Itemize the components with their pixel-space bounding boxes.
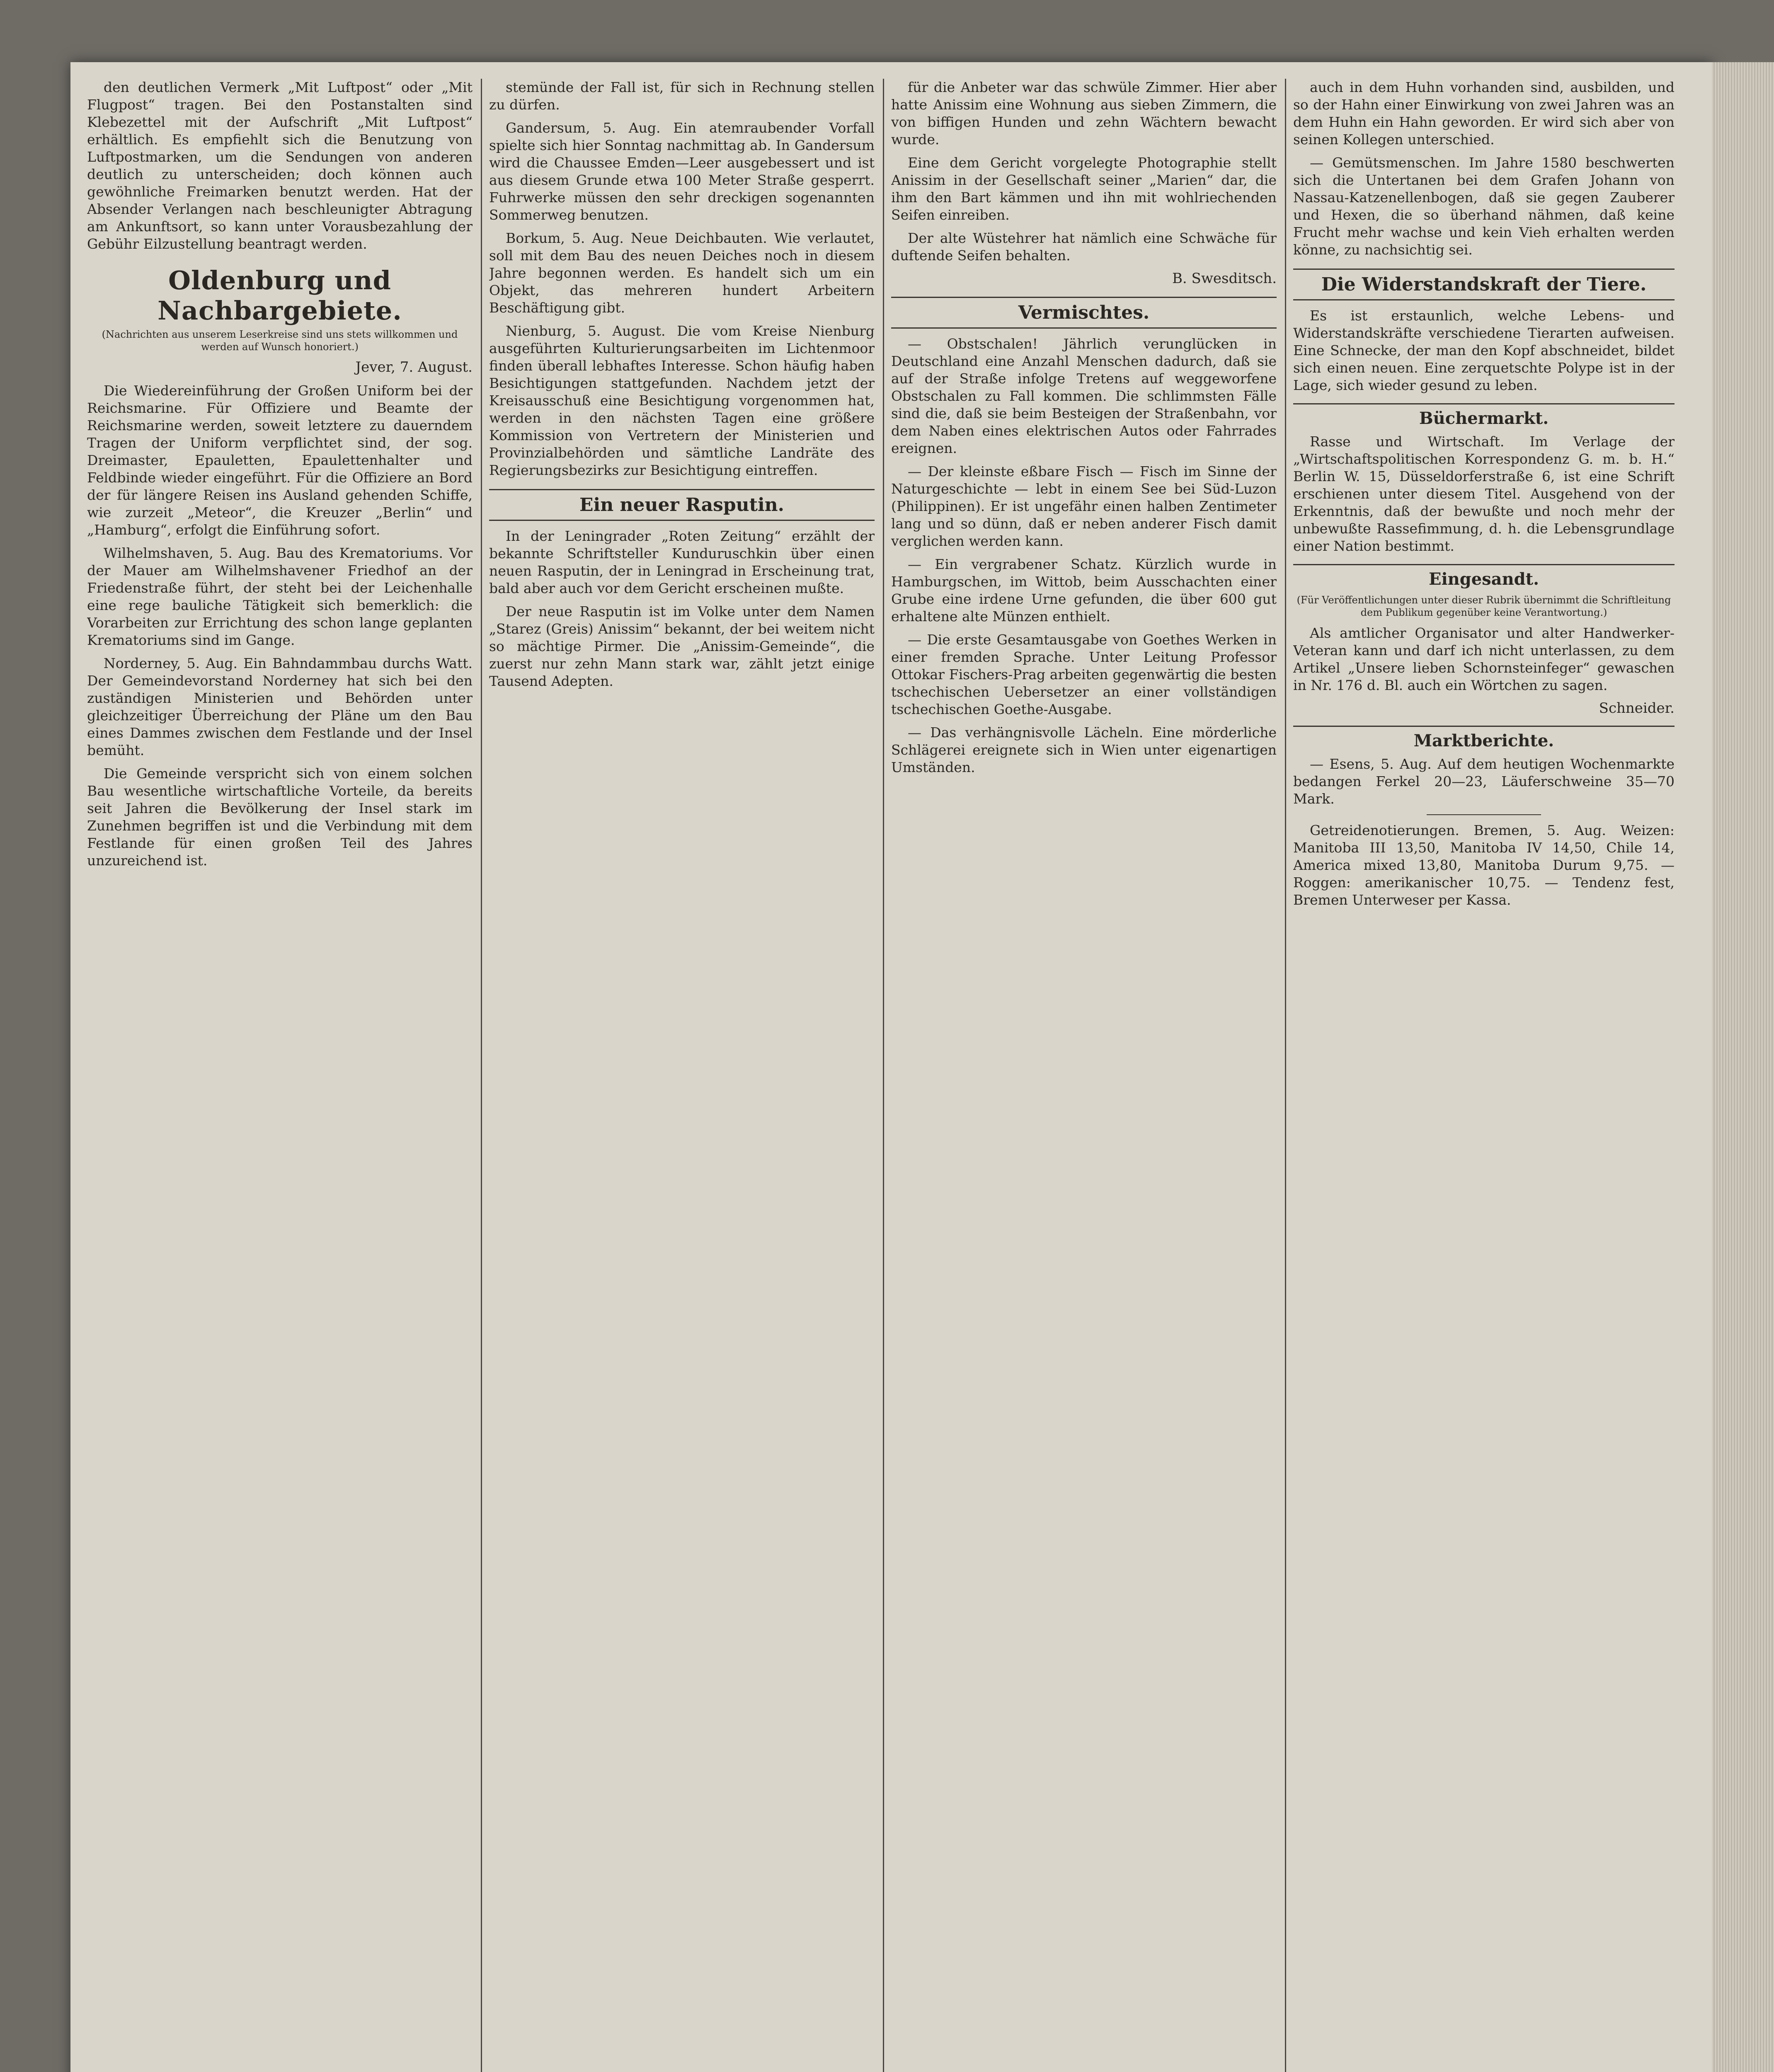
eingesandt-note: (Für Veröffentlichungen unter dieser Rubrik übernimmt die Schriftleitung dem Publikum gegenüber keine Verantwortung.): [1297, 594, 1671, 618]
column-2: [489, 79, 875, 2072]
column-1-intro: den deutlichen Vermerk „Mit Luftpost“ oder „Mit Flugpost“ tragen. Bei den Postanstalten sind Klebezettel mit der Aufschrift „Mit Luftpost“ erhältlich. Es empfiehlt sich die Benutzung von Luftpostmarken, um die Sendungen von anderen deutlich zu unterscheiden; doch können auch gewöhnliche Freimarken benutzt werden. Hat der Absender Verlangen nach beschleunigter Abtragung am Ankunftsort, so kann unter Vorausbezahlung der Gebühr Eilzustellung beantragt werden.: [87, 79, 473, 252]
article-rasputin-photo: Eine dem Gericht vorgelegte Photographie stellt Anissim in der Gesellschaft seiner „Marien“ dar, die ihm den Bart kämmen und ihn mit wohlriechenden Seifen einreiben.: [891, 155, 1277, 223]
article-norderney-continued: Die Gemeinde verspricht sich von einem solchen Bau wesentliche wirtschaftliche Vorteile, da bereits seit Jahren die Bevölkerung der Insel stark im Zunehmen begriffen ist und die Verbindung mit dem Festlande für einen großen Teil des Jahres unzureichend ist.: [87, 765, 473, 869]
article-gemuetsmenschen: — Gemütsmenschen. Im Jahre 1580 beschwerten sich die Untertanen bei dem Grafen Johann von Nassau-Katzenellenbogen, daß sie gegen Zauberer und Hexen, die so überhand nähmen, daß keine Frucht mehr wachse und kein Vieh erhalten werden könne, zu nachsichtig sei.: [1293, 155, 1675, 258]
column-rule: [1285, 79, 1286, 2072]
eingesandt-signature: Schneider.: [1599, 700, 1675, 716]
article-getreide: Getreidenotierungen. Bremen, 5. Aug. Weizen: Manitoba III 13,50, Manitoba IV 14,50, Chile 14, America mixed 13,80, Manitoba Durum 9,75. — Roggen: amerikanischer 10,75. — Tendenz fest, Bremen Unterweser per Kassa.: [1293, 822, 1675, 908]
article-rasputin-1: In der Leningrader „Roten Zeitung“ erzählt der bekannte Schriftsteller Kunduruschkin über einen neuen Rasputin, der in Leningrad in Erscheinung trat, bald aber auch vor dem Gericht erscheinen mußte.: [489, 528, 875, 596]
section-heading-vermischtes: Vermischtes.: [891, 297, 1277, 329]
column-rule: [481, 79, 482, 2072]
section-heading-eingesandt: Eingesandt.: [1293, 564, 1675, 589]
divider: [1427, 814, 1541, 815]
article-borkum: Borkum, 5. Aug. Neue Deichbauten. Wie verlautet, soll mit dem Bau des neuen Deiches noch in diesem Jahre begonnen werden. Es handelt sich um ein Objekt, das mehreren hundert Arbeitern Beschäftigung gibt.: [489, 230, 875, 316]
article-uniform: Die Wiedereinführung der Großen Uniform bei der Reichsmarine. Für Offiziere und Beamte der Reichsmarine werden, soweit letztere zu dauerndem Tragen der Uniform verpflichtet sind, der sog. Dreimaster, Epauletten, Epaulettenhalter und Feldbinde wieder eingeführt. Für die Offiziere an Bord der für längere Reisen ins Ausland gehenden Schiffe, wie zurzeit „Meteor“, die Kreuzer „Berlin“ und „Hamburg“, erfolgt die Einführung sofort.: [87, 382, 473, 538]
section-heading-rasputin: Ein neuer Rasputin.: [489, 489, 875, 521]
column-rule: [883, 79, 884, 2072]
article-nienburg: Nienburg, 5. August. Die vom Kreise Nienburg ausgeführten Kulturierungsarbeiten im Lichtenmoor finden überall lebhaftes Interesse. Schon häufig haben Besichtigungen stattgefunden. Nachdem jetzt der Kreisausschuß eine Besichtigung vorgenommen hat, werden in den nächsten Tagen eine größere Kommission von Vertretern der Ministerien und Provinzialbehörden und sämtliche Landräte des Regierungsbezirks zur Besichtigung eintreffen.: [489, 323, 875, 478]
article-gandersum: Gandersum, 5. Aug. Ein atemraubender Vorfall spielte sich hier Sonntag nachmittag ab. In Gandersum wird die Chaussee Emden—Leer ausgebessert und ist aus diesem Grunde etwa 100 Meter Straße gesperrt. Fuhrwerke müssen den sehr dreckigen sogenannten Sommerweg benutzen.: [489, 120, 875, 223]
article-widerstandskraft: Es ist erstaunlich, welche Lebens- und Widerstandskräfte verschiedene Tierarten aufweisen. Eine Schnecke, der man den Kopf abschneidet, bildet sich einen neuen. Eine zerquetschte Polype ist in der Lage, sich wieder gesund zu leben.: [1293, 307, 1675, 393]
article-wilhelmshaven: Wilhelmshaven, 5. Aug. Bau des Krematoriums. Vor der Mauer am Wilhelmshavener Friedhof an der Friedenstraße führt, der steht bei der Leichenhalle eine rege bauliche Tätigkeit sich bemerklich: die Vorarbeiten zur Errichtung des schon lange geplanten Krematoriums sind im Gange.: [87, 545, 473, 648]
article-schatz: — Ein vergrabener Schatz. Kürzlich wurde in Hamburgschen, im Wittob, beim Ausschachten einer Grube eine irdene Urne gefunden, die über 600 gut erhaltene alte Münzen enthielt.: [891, 556, 1277, 625]
article-laecheln: — Das verhängnisvolle Lächeln. Eine mörderliche Schlägerei ereignete sich in Wien unter eigenartigen Umständen.: [891, 724, 1277, 775]
article-fisch: — Der kleinste eßbare Fisch — Fisch im Sinne der Naturgeschichte — lebt in einem See bei Süd-Luzon (Philippinen). Er ist ungefähr einen halben Zentimeter lang und so dünn, daß er neben anderer Fisch damit verglichen werden kann.: [891, 463, 1277, 549]
section-heading-widerstandskraft: Die Widerstandskraft der Tiere.: [1293, 269, 1675, 300]
article-norderney: Norderney, 5. Aug. Ein Bahndammbau durchs Watt. Der Gemeindevorstand Norderney hat sich bei den zuständigen Ministerien und Behörden unter gleichzeitiger Überreichung der Pläne um den Bau eines Dammes zwischen dem Festlande und der Insel bemüht.: [87, 655, 473, 758]
author-signature: B. Swesditsch.: [1172, 270, 1277, 287]
newspaper-page: [70, 62, 1712, 2072]
column-2-intro: stemünde der Fall ist, für sich in Rechnung stellen zu dürfen.: [489, 79, 875, 113]
article-rasputin-soap: Der alte Wüstehrer hat nämlich eine Schwäche für duftende Seifen behalten.: [891, 230, 1277, 264]
section-heading-oldenburg: Oldenburg und Nachbargebiete.: [158, 265, 402, 326]
article-goethe: — Die erste Gesamtausgabe von Goethes Werken in einer fremden Sprache. Unter Leitung Professor Ottokar Fischers-Prag arbeiten gegenwärtig die besten tschechischen Uebersetzer an einer vollständigen tschechischen Goethe-Ausgabe.: [891, 632, 1277, 717]
column-4: [1293, 79, 1675, 2072]
article-obstschalen: — Obstschalen! Jährlich verunglücken in Deutschland eine Anzahl Menschen dadurch, daß sie auf der Straße infolge Tretens auf weggeworfene Obstschalen zu Fall kommen. Die schlimmsten Fälle sind die, daß sie beim Besteigen der Straßenbahn, vor dem Naben eines elektrischen Autos oder Fahrrades ereignen.: [891, 336, 1277, 456]
section-heading-note: (Nachrichten aus unserem Leserkreise sind uns stets willkommen und werden auf Wunsch honoriert.): [102, 329, 458, 353]
article-esens: — Esens, 5. Aug. Auf dem heutigen Wochenmarkte bedangen Ferkel 20—23, Läuferschweine 35—70 Mark.: [1293, 756, 1675, 807]
article-schornsteinfeger: Als amtlicher Organisator und alter Handwerker-Veteran kann und darf ich nicht unterlassen, zu dem Artikel „Unsere lieben Schornsteinfeger“ gewaschen in Nr. 176 d. Bl. auch ein Wörtchen zu sagen.: [1293, 625, 1675, 693]
column-4-intro: auch in dem Huhn vorhanden sind, ausbilden, und so der Hahn einer Einwirkung von zwei Jahren was an dem Huhn ein Hahn geworden. Er wird sich aber von seinen Kollegen unterschied.: [1293, 79, 1675, 148]
column-1: [87, 79, 473, 2072]
article-rasputin-2: Der neue Rasputin ist im Volke unter dem Namen „Starez (Greis) Anissim“ bekannt, der bei weitem nicht so mächtige Pirmer. Die „Anissim-Gemeinde“, die zuerst nur zehn Mann stark war, zählt jetzt einige Tausend Adepten.: [489, 603, 875, 689]
book-page-edge: [1712, 62, 1774, 2072]
article-rasse-wirtschaft: Rasse und Wirtschaft. Im Verlage der „Wirtschaftspolitischen Korrespondenz G. m. b. H.“ Berlin W. 15, Düsseldorferstraße 6, ist eine Schrift erschienen unter diesem Titel. Ausgehend von der Erkenntnis, daß der bewußte und noch mehr der unbewußte Rassefimmung, d. h. die Lebensgrundlage einer Nation bestimmt.: [1293, 433, 1675, 554]
section-heading-marktberichte: Marktberichte.: [1293, 726, 1675, 750]
column-3-intro: für die Anbeter war das schwüle Zimmer. Hier aber hatte Anissim eine Wohnung aus sieben Zimmern, die von biffigen Hunden und zehn Wächtern bewacht wurde.: [891, 79, 1277, 148]
section-heading-buechermarkt: Büchermarkt.: [1293, 403, 1675, 428]
dateline-jever: Jever, 7. August.: [355, 359, 473, 375]
column-3: [891, 79, 1277, 2072]
